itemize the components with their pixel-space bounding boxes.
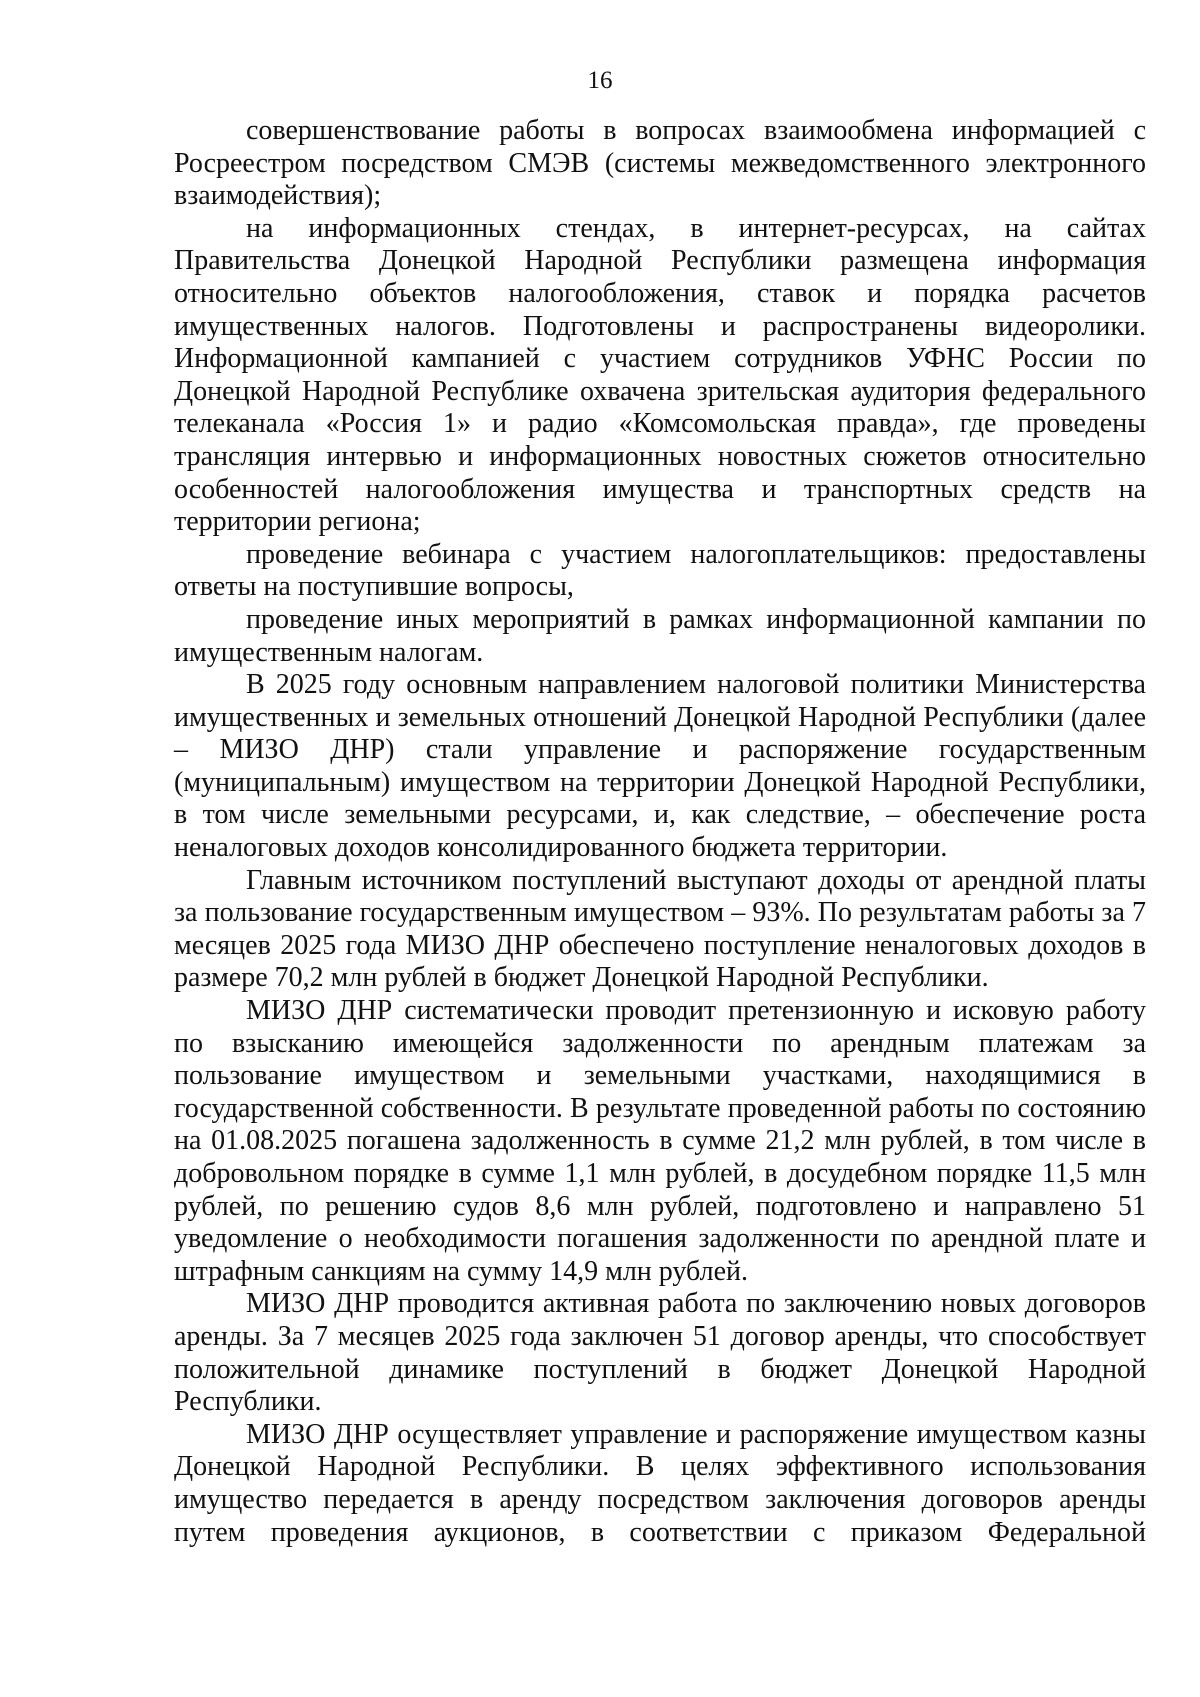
paragraph-webinar: проведение вебинара с участием налогоплательщиков: предоставлены ответы на поступившие вопросы, — [174, 538, 1146, 603]
paragraph-tax-policy-2025: В 2025 году основным направлением налоговой политики Министерства имущественных и земельных отношений Донецкой Народной Республики (далее – МИЗО ДНР) стали управление и распоряжение государственным (муниципальным) имуществом на территории Донецкой Народной Республики, в том числе земельными ресурсами, и, как следствие, – обеспечение роста неналоговых доходов консолидированного бюджета территории. — [174, 669, 1146, 864]
paragraph-treasury-property: МИЗО ДНР осуществляет управление и распоряжение имуществом казны Донецкой Народной Республики. В целях эффективного использования имущество передается в аренду посредством заключения договоров аренды путем проведения аукционов, в соответствии с приказом Федеральной — [174, 1418, 1146, 1548]
paragraph-debt-collection: МИЗО ДНР систематически проводит претензионную и исковую работу по взысканию имеющейся задолженности по арендным платежам за пользование имуществом и земельными участками, находящимися в государственной собственности. В результате проведенной работы по состоянию на 01.08.2025 погашена задолженность в сумме 21,2 млн рублей, в том числе в добровольном порядке в сумме 1,1 млн рублей, в досудебном порядке 11,5 млн рублей, по решению судов 8,6 млн рублей, подготовлено и направлено 51 уведомление о необходимости погашения задолженности по арендной плате и штрафным санкциям на сумму 14,9 млн рублей. — [174, 995, 1146, 1287]
document-body — [174, 115, 1146, 1549]
paragraph-main-revenue-source: Главным источником поступлений выступают доходы от арендной платы за пользование государственным имуществом – 93%. По результатам работы за 7 месяцев 2025 года МИЗО ДНР обеспечено поступление неналоговых доходов в размере 70,2 млн рублей в бюджет Донецкой Народной Республики. — [174, 864, 1146, 994]
page-number: 16 — [587, 67, 613, 94]
paragraph-other-events: проведение иных мероприятий в рамках информационной кампании по имущественным налогам. — [174, 603, 1146, 668]
paragraph-new-leases: МИЗО ДНР проводится активная работа по заключению новых договоров аренды. За 7 месяцев 2025 года заключен 51 договор аренды, что способствует положительной динамике поступлений в бюджет Донецкой Народной Республики. — [174, 1288, 1146, 1418]
paragraph-smev-cooperation: совершенствование работы в вопросах взаимообмена информацией с Росреестром посредством СМЭВ (системы межведомственного электронного взаимодействия); — [174, 115, 1146, 212]
paragraph-information-campaign: на информационных стендах, в интернет-ресурсах, на сайтах Правительства Донецкой Народной Республики размещена информация относительно объектов налогообложения, ставок и порядка расчетов имущественных налогов. Подготовлены и распространены видеоролики. Информационной кампанией с участием сотрудников УФНС России по Донецкой Народной Республике охвачена зрительская аудитория федерального телеканала «Россия 1» и радио «Комсомольская правда», где проведены трансляция интервью и информационных новостных сюжетов относительно особенностей налогообложения имущества и транспортных средств на территории региона; — [174, 212, 1146, 538]
